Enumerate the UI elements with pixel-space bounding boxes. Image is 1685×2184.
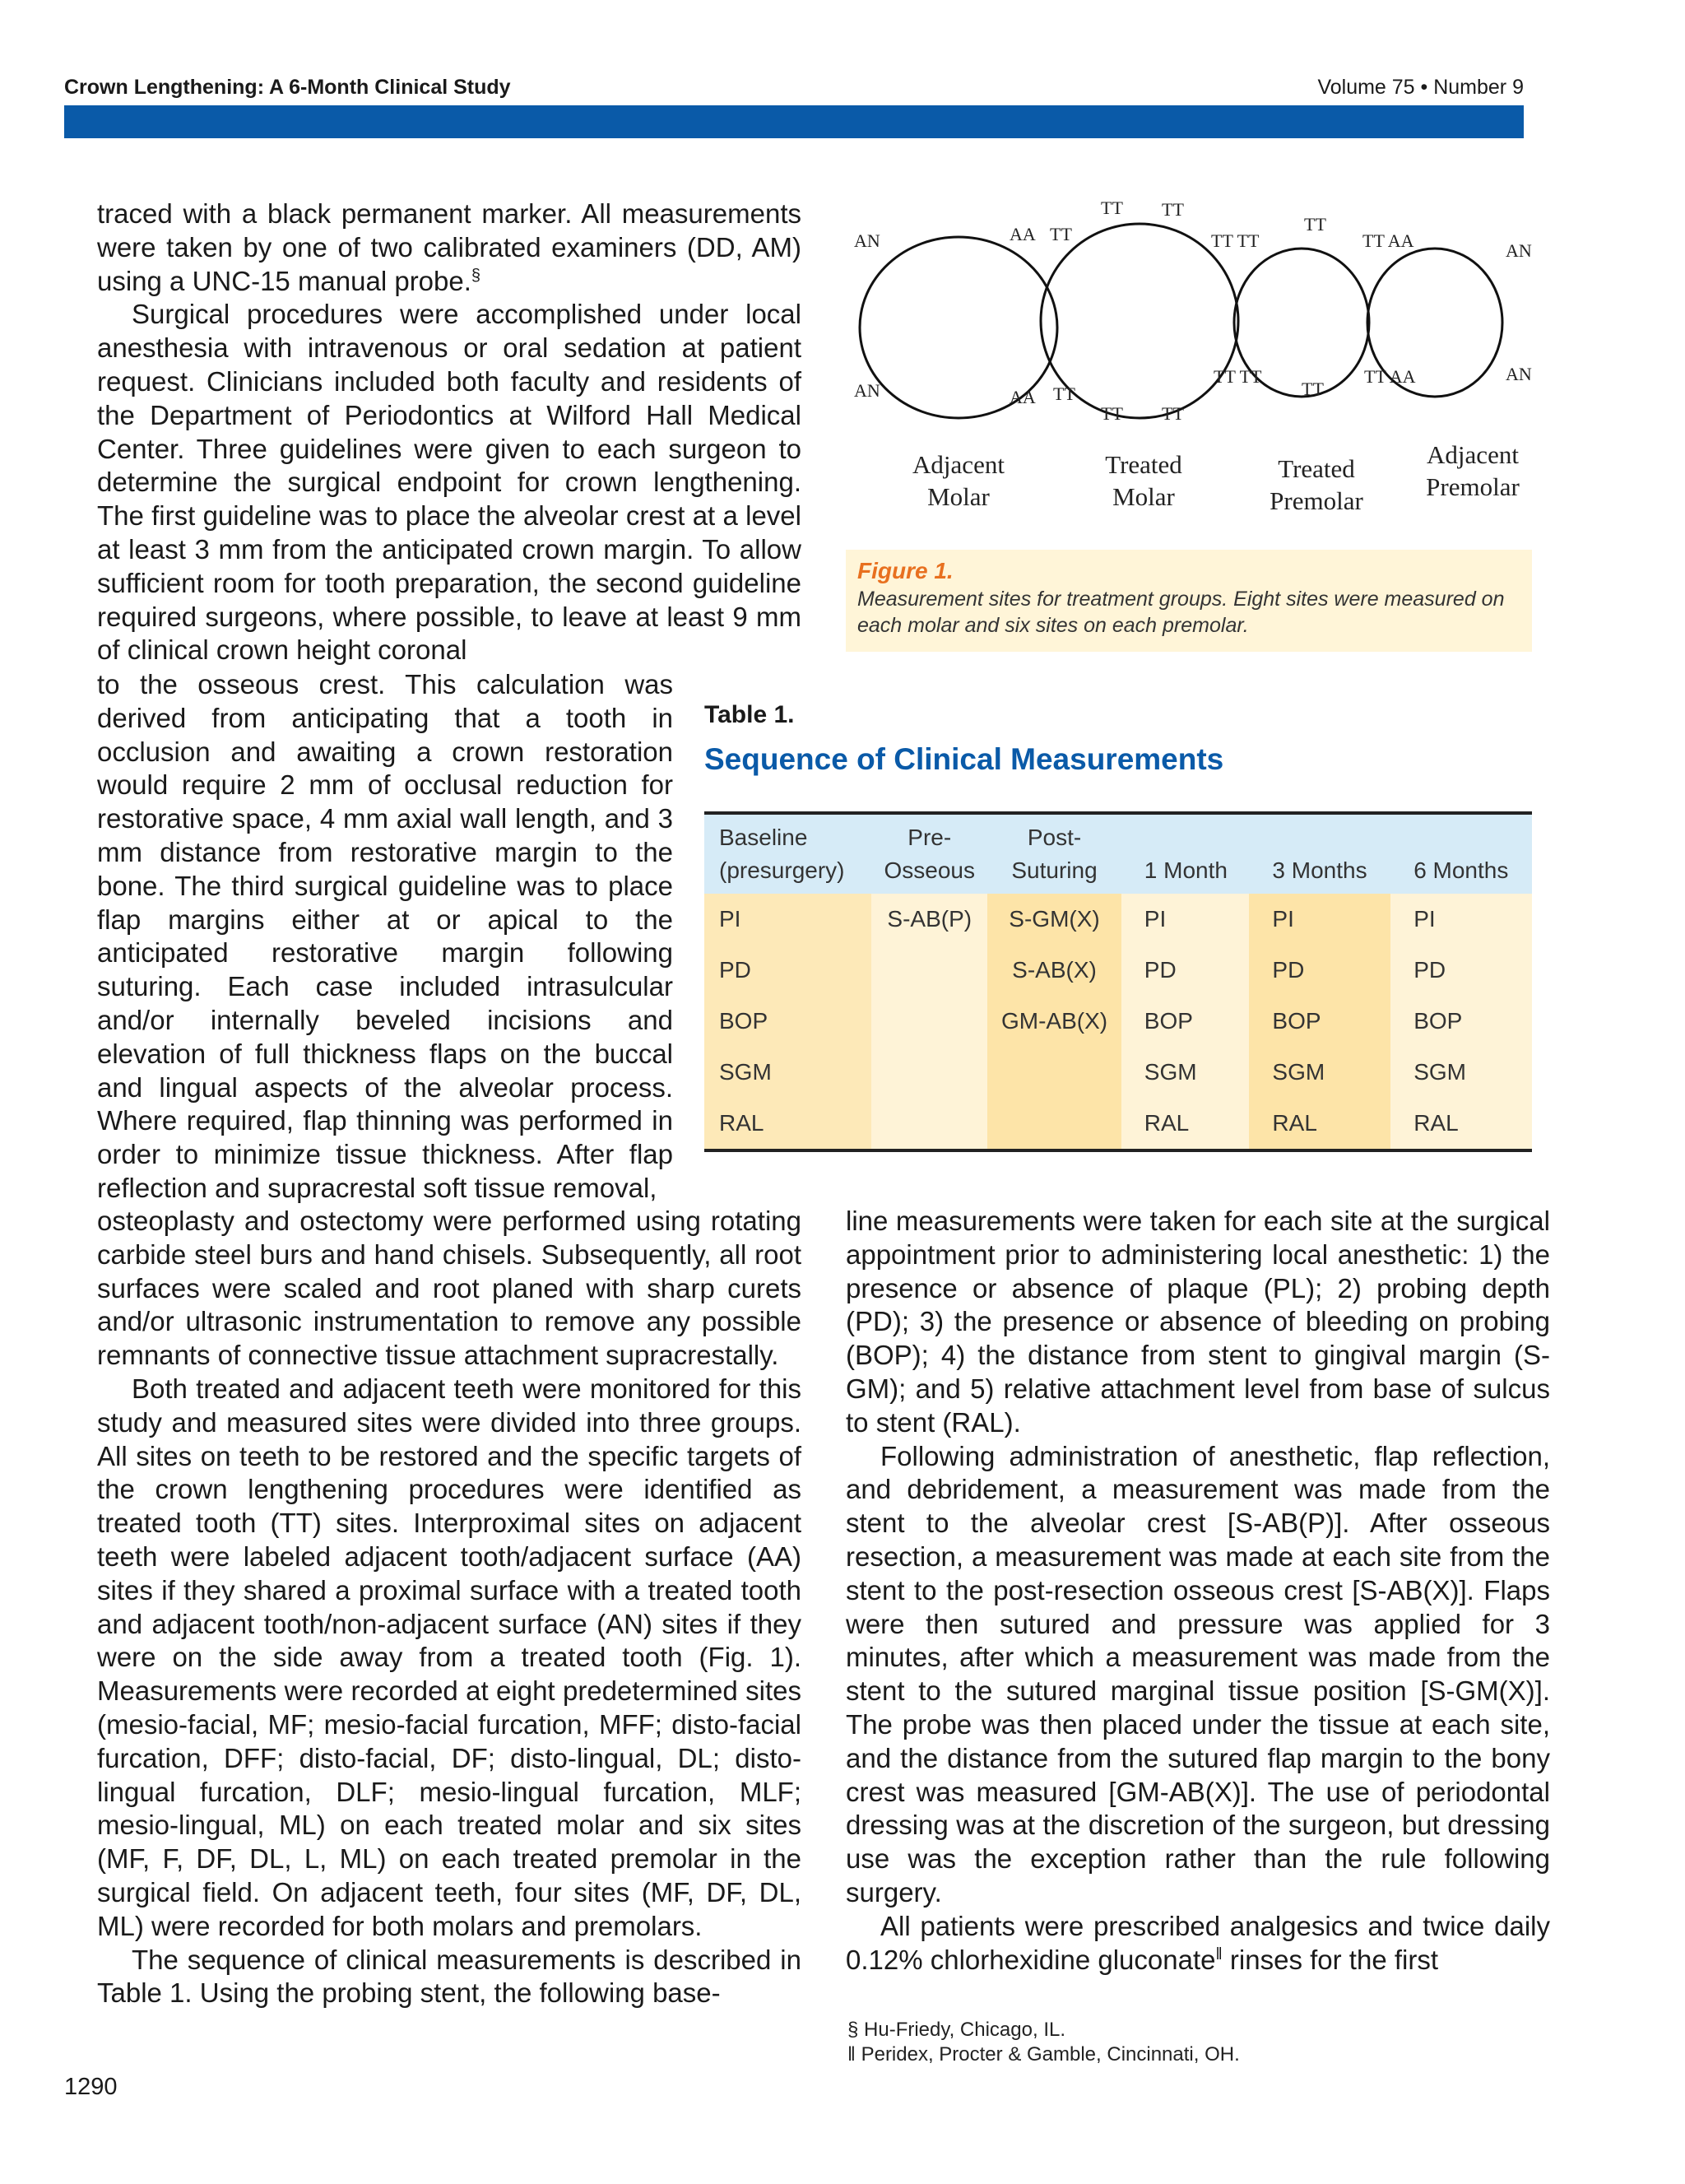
site-label: TT (1304, 214, 1326, 235)
table-row (704, 945, 1532, 996)
site-label: AA (1010, 224, 1036, 244)
table-cell: SGM (1121, 1047, 1250, 1098)
footnote: § Hu-Friedy, Chicago, IL. (847, 2019, 1065, 2041)
tooth-name: Treated (1278, 454, 1355, 483)
running-title: Crown Lengthening: A 6-Month Clinical Study (64, 76, 511, 99)
header-bar (64, 105, 1524, 138)
site-label: TT (1050, 224, 1072, 244)
column-header: 3 Months (1249, 813, 1390, 894)
page-number: 1290 (64, 2074, 118, 2100)
figure-1-caption (846, 550, 1532, 652)
table-cell: PI (704, 894, 871, 945)
table-cell: RAL (1121, 1098, 1250, 1150)
paragraph: Following administration of anesthetic, flap reflection, and debridement, a measurement was made from the stent to the alveolar crest [S-AB(P)]. After osseous resection, a measurement was made at each site from the stent to the post-resection osseous crest [S-AB(X)]. Flaps were then sutured and pressure was applied for 3 minutes, after which a measurement was made from the stent to the sutured marginal tissue position [S-GM(X)]. The probe was then placed under the tissue at each site, and the distance from the sutured flap margin to the bony crest was measured [GM-AB(X)]. The use of periodontal dressing was at the discretion of the surgeon, but dressing use was the exception rather than the rule following surgery. (846, 1440, 1550, 1908)
table-row (704, 1098, 1532, 1150)
site-label: AN (1506, 240, 1532, 261)
column-header: Baseline (presurgery) (704, 813, 871, 894)
site-label: TT AA (1362, 230, 1414, 251)
volume-number: Volume 75 • Number 9 (1317, 76, 1524, 99)
footnote-marker: § (471, 266, 481, 285)
tooth-name: Adjacent (912, 450, 1005, 479)
figure-1-diagram (839, 189, 1547, 543)
site-label: TT TT (1214, 366, 1262, 387)
table-header-row (704, 813, 1532, 894)
caption-text: Measurement sites for treatment groups. Eight sites were measured on each molar and six sites on each premolar. (857, 588, 1505, 637)
site-label: AA (1010, 387, 1036, 407)
paragraph: line measurements were taken for each site at the surgical appointment prior to administering local anesthetic: 1) the presence or absence of plaque (PL); 2) probing depth (PD); 3) the presence or absence of bleeding on probing (BOP); 4) the distance from stent to gingival margin (S-GM); and 5) relative attachment level from base of sulcus to stent (RAL). (846, 1206, 1550, 1438)
paragraph: The sequence of clinical measurements is described in Table 1. Using the probing stent, the following base- (97, 1944, 801, 2009)
table-cell: PD (1249, 945, 1390, 996)
tooth-name: Treated (1105, 450, 1182, 479)
table-cell: GM-AB(X) (987, 996, 1121, 1047)
tooth-name: Molar (927, 482, 990, 511)
table-cell: SGM (1249, 1047, 1390, 1098)
footnote-marker: ‖ (1215, 1945, 1223, 1963)
table-cell: RAL (1390, 1098, 1532, 1150)
table-cell: PD (1121, 945, 1250, 996)
table-row (704, 996, 1532, 1047)
site-label: TT (1053, 383, 1075, 404)
table-cell: BOP (1249, 996, 1390, 1047)
caption-title: Figure 1. (857, 558, 954, 583)
paragraph: All patients were prescribed analgesics and twice daily 0.12% chlorhexidine gluconate‖ rinses for the first (846, 1910, 1550, 1975)
tooth-name: Premolar (1426, 472, 1520, 501)
table-cell (871, 1047, 987, 1098)
site-label: AN (854, 380, 880, 401)
table-cell: BOP (704, 996, 871, 1047)
site-label: TT (1302, 379, 1324, 399)
table-cell: SGM (704, 1047, 871, 1098)
table-cell: PI (1121, 894, 1250, 945)
left-column-top (97, 197, 801, 667)
site-label: TT (1162, 403, 1184, 424)
site-label: AN (854, 230, 880, 251)
table-cell: PI (1249, 894, 1390, 945)
site-label: TT TT (1211, 230, 1260, 251)
table-cell: PI (1390, 894, 1532, 945)
paragraph: Surgical procedures were accomplished under local anesthesia with intravenous or oral sedation at patient request. Clinicians included both faculty and residents of the Department of Periodontics at Wilford Hall Medical Center. Three guidelines were given to each surgeon to determine the surgical endpoint for crown lengthening. The first guideline was to place the alveolar crest at a level at least 3 mm from the anticipated crown margin. To allow sufficient room for tooth preparation, the second guideline required surgeons, where possible, to leave at least 9 mm of clinical crown height coronal (97, 299, 801, 666)
footnotes (847, 2018, 1240, 2067)
table-cell (871, 945, 987, 996)
table-cell: PD (704, 945, 871, 996)
right-column-bottom (846, 1205, 1550, 1977)
site-label: TT AA (1364, 366, 1416, 387)
paragraph: traced with a black permanent marker. All measurements were taken by one of two calibrated examiners (DD, AM) using a UNC-15 manual probe.§ (97, 198, 801, 296)
footnote: ‖ Peridex, Procter & Gamble, Cincinnati, OH. (847, 2043, 1240, 2066)
site-label: TT (1101, 197, 1123, 218)
column-header: Pre- Osseous (871, 813, 987, 894)
tooth-name: Molar (1112, 482, 1175, 511)
tooth-diagram (839, 189, 1547, 543)
table-cell (987, 1047, 1121, 1098)
table-cell: PD (1390, 945, 1532, 996)
table-row (704, 1047, 1532, 1098)
table-cell: RAL (1249, 1098, 1390, 1150)
table-row (704, 894, 1532, 945)
site-label: AN (1506, 364, 1532, 384)
site-label: TT (1162, 199, 1184, 220)
table-cell (871, 996, 987, 1047)
table-cell: S-AB(P) (871, 894, 987, 945)
table-cell (871, 1098, 987, 1150)
paragraph: Both treated and adjacent teeth were monitored for this study and measured sites were divided into three groups. All sites on teeth to be restored and the specific targets of the crown lengthening procedures were identified as treated tooth (TT) sites. Interproximal sites on adjacent teeth were labeled adjacent tooth/adjacent surface (AA) sites if they shared a proximal surface with a treated tooth and adjacent tooth/non-adjacent surface (AN) sites if they were on the side away from a treated tooth (Fig. 1). Measurements were recorded at eight predetermined sites (mesio-facial, MF; mesio-facial furcation, MFF; disto-facial furcation, DFF; disto-facial, DF; disto-lingual, DL; disto-lingual furcation, DLF; mesio-lingual furcation, MLF; mesio-lingual, ML) on each treated molar and six sites (MF, F, DF, DL, L, ML) on each treated premolar in the surgical field. On adjacent teeth, four sites (MF, DF, DL, ML) were recorded for both molars and premolars. (97, 1373, 801, 1941)
table-cell: S-AB(X) (987, 945, 1121, 996)
table-cell: S-GM(X) (987, 894, 1121, 945)
table-cell: BOP (1121, 996, 1250, 1047)
tooth-name: Adjacent (1427, 440, 1519, 469)
column-header: 1 Month (1121, 813, 1250, 894)
table-cell: SGM (1390, 1047, 1532, 1098)
table-cell (987, 1098, 1121, 1150)
table-cell: BOP (1390, 996, 1532, 1047)
table-cell: RAL (704, 1098, 871, 1150)
left-column-narrow (97, 668, 673, 1206)
paragraph: to the osseous crest. This calculation was derived from anticipating that a tooth in occlusion and awaiting a crown restoration would require 2 mm of occlusal reduction for restorative space, 4 mm axial wall length, and 3 mm distance from restorative margin to the bone. The third surgical guideline was to place flap margins either at or apical to the anticipated restorative margin following suturing. Each case included intrasulcular and/or internally beveled incisions and elevation of full thickness flaps on the buccal and lingual aspects of the alveolar process. Where required, flap thinning was performed in order to minimize tissue thickness. After flap reflection and supracrestal soft tissue removal, (97, 669, 673, 1203)
column-header: 6 Months (1390, 813, 1532, 894)
tooth-name: Premolar (1270, 486, 1363, 515)
measurement-table (704, 811, 1532, 1152)
left-column-bottom (97, 1205, 801, 2010)
site-label: TT (1101, 403, 1123, 424)
table-title: Sequence of Clinical Measurements (704, 742, 1224, 776)
column-header: Post- Suturing (987, 813, 1121, 894)
table-label: Table 1. (704, 701, 795, 728)
paragraph: osteoplasty and ostectomy were performed using rotating carbide steel burs and hand chisels. Subsequently, all root surfaces were scaled and root planed with sharp curets and/or ultrasonic instrumentation to remove any possible remnants of connective tissue attachment supracrestally. (97, 1206, 801, 1371)
